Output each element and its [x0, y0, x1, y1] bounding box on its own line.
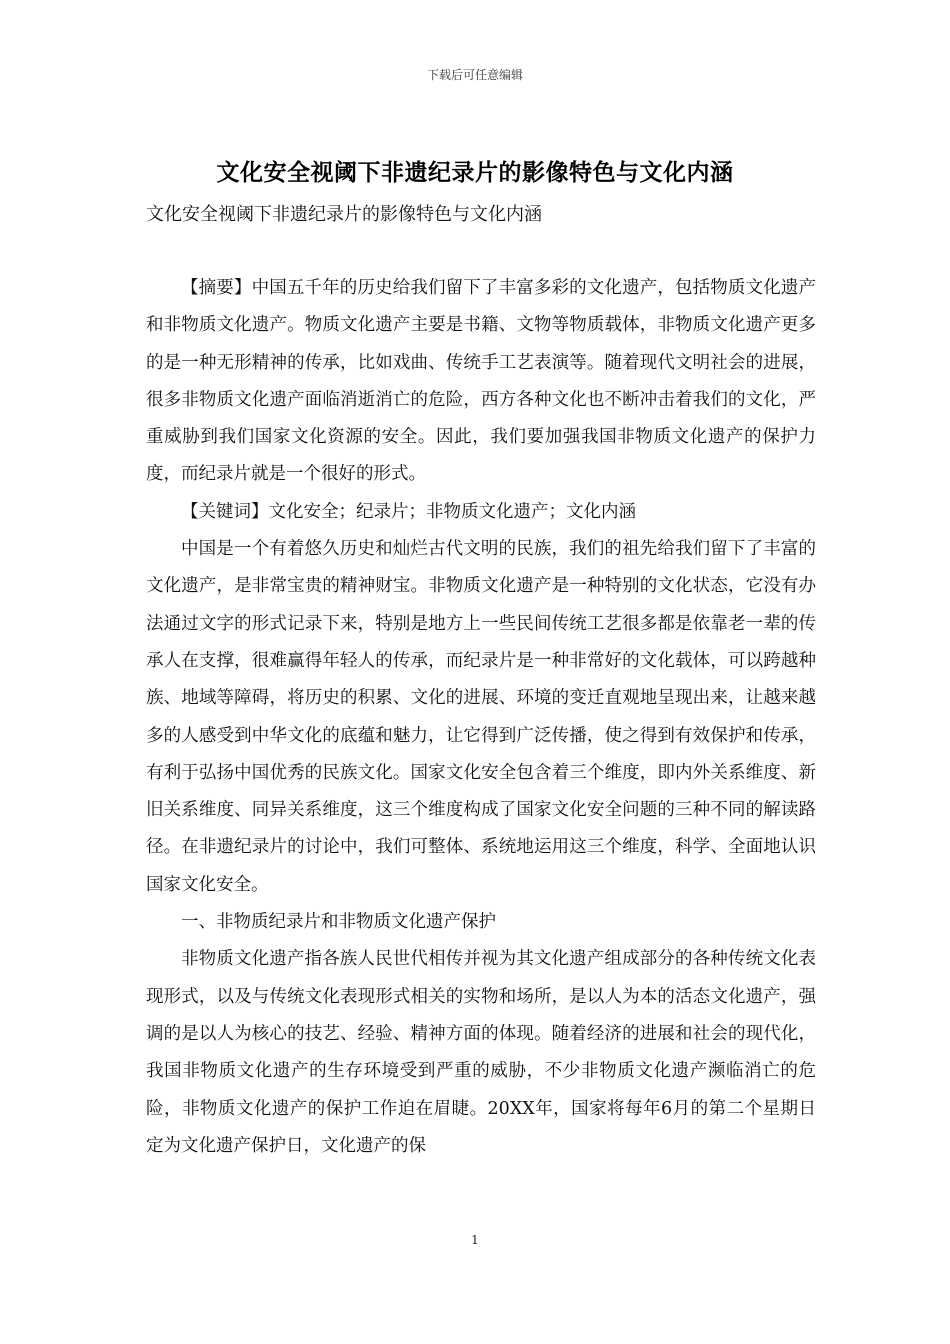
abstract-paragraph: 【摘要】中国五千年的历史给我们留下了丰富多彩的文化遗产，包括物质文化遗产和非物质文化遗产。物质文化遗产主要是书籍、文物等物质载体，非物质文化遗产更多的是一种无形精神的传承，比如戏曲、传统手工艺表演等。随着现代文明社会的进展，很多非物质文化遗产面临消逝消亡的危险，西方各种文化也不断冲击着我们的文化，严重威胁到我们国家文化资源的安全。因此，我们要加强我国非物质文化遗产的保护力度，而纪录片就是一个很好的形式。: [146, 278, 816, 485]
intro-paragraph: 中国是一个有着悠久历史和灿烂古代文明的民族，我们的祖先给我们留下了丰富的文化遗产，是非常宝贵的精神财宝。非物质文化遗产是一种特别的文化状态，它没有办法通过文字的形式记录下来，特别是地方上一些民间传统工艺很多都是依靠老一辈的传承人在支撑，很难赢得年轻人的传承，而纪录片是一种非常好的文化载体，可以跨越种族、地域等障碍，将历史的积累、文化的进展、环境的变迁直观地呈现出来，让越来越多的人感受到中华文化的底蕴和魅力，让它得到广泛传播，使之得到有效保护和传承，有利于弘扬中国优秀的民族文化。国家文化安全包含着三个维度，即内外关系维度、新旧关系维度、同异关系维度，这三个维度构成了国家文化安全问题的三种不同的解读路径。在非遗纪录片的讨论中，我们可整体、系统地运用这三个维度，科学、全面地认识国家文化安全。: [146, 539, 816, 895]
document-body: [146, 270, 816, 1165]
section-paragraph: 非物质文化遗产指各族人民世代相传并视为其文化遗产组成部分的各种传统文化表现形式，以及与传统文化表现形式相关的实物和场所，是以人为本的活态文化遗产，强调的是以人为核心的技艺、经验、精神方面的体现。随着经济的进展和社会的现代化，我国非物质文化遗产的生存环境受到严重的威胁，不少非物质文化遗产濒临消亡的危险，非物质文化遗产的保护工作迫在眉睫。20XX年，国家将每年6月的第二个星期日定为文化遗产保护日，文化遗产的保: [146, 949, 816, 1156]
document-subtitle: 文化安全视阈下非遗纪录片的影像特色与文化内涵: [146, 204, 542, 225]
keywords-paragraph: 【关键词】文化安全；纪录片；非物质文化遗产；文化内涵: [181, 501, 636, 522]
header-note: 下载后可任意编辑: [426, 68, 523, 82]
document-title: 文化安全视阈下非遗纪录片的影像特色与文化内涵: [216, 159, 734, 186]
section-heading: 一、非物质纪录片和非物质文化遗产保护: [181, 912, 496, 933]
page-number: 1: [471, 1233, 479, 1247]
